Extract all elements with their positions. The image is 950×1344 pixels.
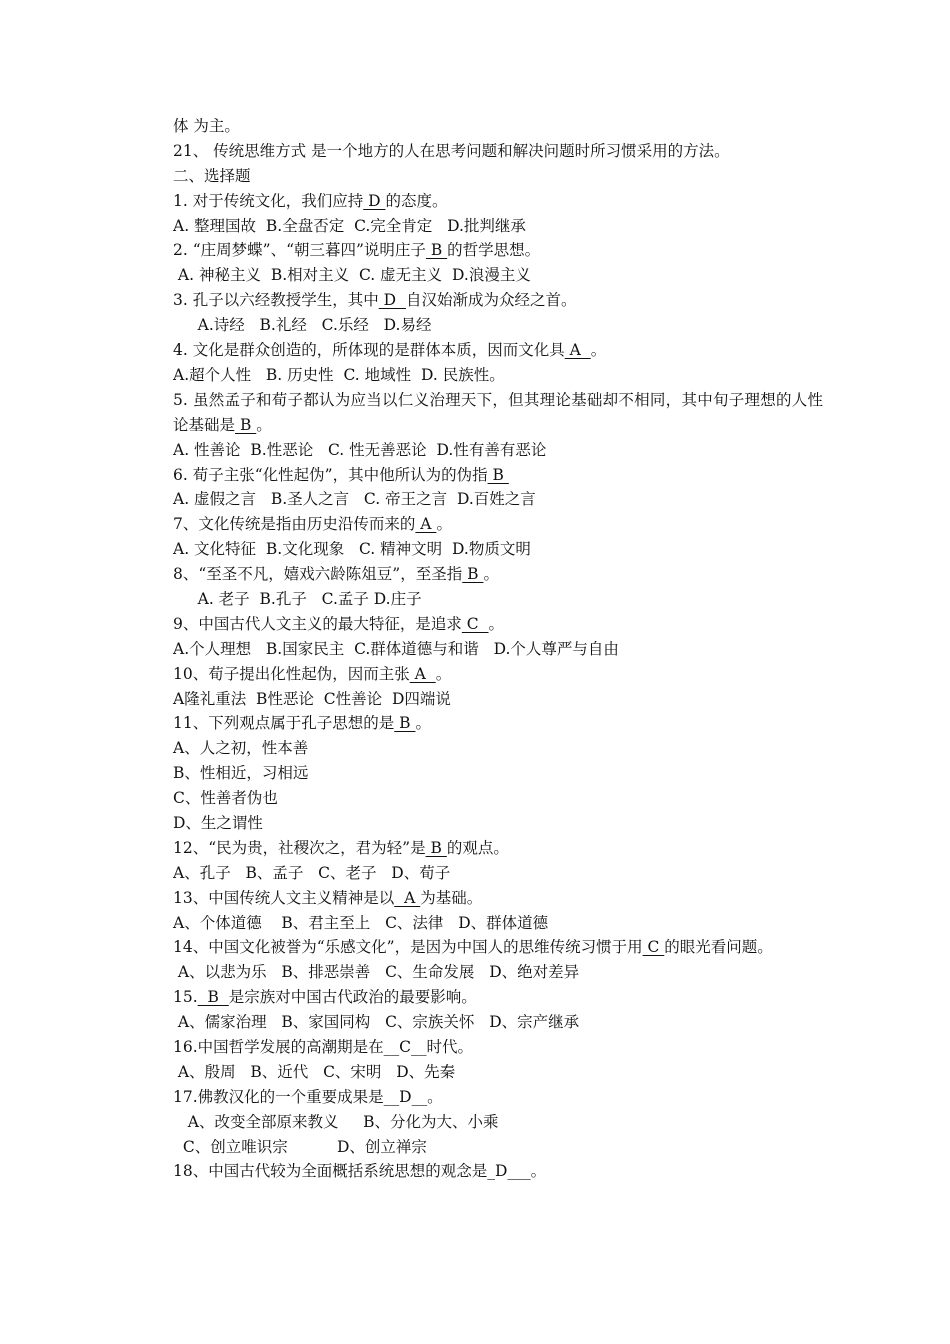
answer-options: A隆礼重法 B性恶论 C性善论 D四端说: [173, 689, 451, 708]
answer-options: A、个体道德 B、君主至上 C、法律 D、群体道德: [173, 913, 549, 932]
answer-options: A.个人理想 B.国家民主 C.群体道德与和谐 D.个人尊严与自由: [173, 639, 619, 658]
answer-blank: D: [363, 191, 386, 210]
question-text: 。: [436, 515, 452, 534]
question-text: 的眼光看问题。: [664, 938, 773, 957]
section-heading: 二、选择题: [173, 166, 251, 185]
answer-blank: B: [425, 838, 447, 857]
answer-blank: B: [425, 241, 448, 260]
answer-options: A.诗经 B.礼经 C.乐经 D.易经: [173, 316, 432, 335]
answer-blank: A: [409, 664, 436, 683]
answer-options: A.超个人性 B. 历史性 C. 地域性 D. 民族性。: [173, 365, 505, 384]
question-stem: [173, 189, 823, 214]
answer-blank: B: [462, 565, 484, 584]
question-text: 5. 虽然孟子和荀子都认为应当以仁义治理天下，但其理论基础却不相同，其中旬子理想的人性论基础是: [173, 390, 823, 434]
question-stem: [173, 388, 823, 438]
question-stem: [173, 463, 823, 488]
question-text: 4. 文化是群众创造的，所体现的是群体本质，因而文化具: [173, 341, 565, 360]
text-line: 体 为主。: [173, 117, 240, 135]
question-text: 8、“至圣不凡，嬉戏六龄陈俎豆”，至圣指: [173, 565, 463, 584]
answer-options: A. 整理国故 B.全盘否定 C.完全肯定 D.批判继承: [173, 216, 526, 235]
question-text: 。: [435, 664, 452, 683]
question-text: 。: [415, 714, 431, 733]
question-list: [173, 189, 823, 1185]
question-stem: [173, 338, 823, 363]
answer-options: A、孔子 B、孟子 C、老子 D、荀子: [173, 863, 451, 882]
question-stem: [173, 836, 823, 861]
question-stem: [173, 612, 823, 637]
question-stem: [173, 886, 823, 911]
question-text: 10、荀子提出化性起伪，因而主张: [173, 664, 410, 683]
answer-options: B、性相近，习相远: [173, 764, 309, 783]
question-text: 14、中国文化被誉为“乐感文化”，是因为中国人的思维传统习惯于用: [173, 938, 643, 957]
answer-blank: B: [487, 465, 509, 484]
question-stem: [173, 662, 823, 687]
question-stem: [173, 935, 823, 960]
answer-blank: D: [378, 291, 406, 310]
text-line: 21、 传统思维方式 是一个地方的人在思考问题和解决问题时所习惯采用的方法。: [173, 141, 730, 160]
answer-blank: A: [415, 515, 437, 534]
question-text: 为基础。: [420, 888, 483, 907]
question-text: 。: [488, 614, 505, 633]
question-stem: [173, 1085, 823, 1110]
question-text: 9、中国古代人文主义的最大特征，是追求: [173, 614, 462, 633]
answer-options: D、生之谓性: [173, 813, 263, 832]
question-text: 自汉始渐成为众经之首。: [405, 291, 577, 310]
answer-blank: B: [394, 714, 416, 733]
answer-options: A. 虚假之言 B.圣人之言 C. 帝王之言 D.百姓之言: [173, 490, 536, 509]
answer-options: A. 老子 B.孔子 C.孟子 D.庄子: [173, 589, 422, 608]
answer-options: A、改变全部原来教义 B、分化为大、小乘: [173, 1112, 499, 1131]
answer-blank: C: [642, 938, 665, 957]
question-text: 15.: [173, 988, 198, 1007]
question-text: 的哲学思想。: [447, 241, 541, 260]
answer-blank: B: [235, 415, 257, 434]
question-stem: [173, 1035, 823, 1060]
question-text: 6. 荀子主张“化性起伪”，其中他所认为的伪指: [173, 465, 488, 484]
question-text: 3. 孔子以六经教授学生，其中: [173, 291, 379, 310]
answer-options: C、性善者伪也: [173, 789, 278, 808]
question-stem: [173, 238, 823, 263]
question-stem: [173, 288, 823, 313]
answer-options: A、以悲为乐 B、排恶崇善 C、生命发展 D、绝对差异: [173, 963, 580, 982]
question-text: 12、“民为贵，社稷次之，君为轻”是: [173, 838, 426, 857]
question-stem: [173, 985, 823, 1010]
answer-options: A、殷周 B、近代 C、宋明 D、先秦: [173, 1062, 456, 1081]
question-text: 11、下列观点属于孔子思想的是: [173, 714, 395, 733]
question-stem: [173, 562, 823, 587]
answer-options: A、人之初，性本善: [173, 739, 309, 758]
answer-options: A. 神秘主义 B.相对主义 C. 虚无主义 D.浪漫主义: [173, 266, 531, 285]
question-text: 。: [483, 565, 499, 584]
answer-blank: A: [394, 888, 421, 907]
answer-blank: A: [564, 341, 591, 360]
answer-options: A. 文化特征 B.文化现象 C. 精神文明 D.物质文明: [173, 540, 531, 559]
question-stem: [173, 1159, 823, 1184]
question-text: 18、中国古代较为全面概括系统思想的观念是_D___。: [173, 1162, 547, 1181]
question-text: 1. 对于传统文化，我们应持: [173, 191, 364, 210]
question-text: 16.中国哲学发展的高潮期是在__C__时代。: [173, 1038, 474, 1056]
question-text: 2. “庄周梦蝶”、“朝三暮四”说明庄子: [173, 241, 426, 260]
question-text: 是宗族对中国古代政治的最要影响。: [228, 988, 477, 1007]
answer-options: A、儒家治理 B、家国同构 C、宗族关怀 D、宗产继承: [173, 1013, 580, 1032]
question-text: 7、文化传统是指由历史沿传而来的: [173, 515, 416, 534]
answer-options: C、创立唯识宗 D、创立禅宗: [173, 1137, 427, 1156]
answer-options: A. 性善论 B.性恶论 C. 性无善恶论 D.性有善有恶论: [173, 440, 547, 459]
question-stem: [173, 711, 823, 736]
question-text: 。: [256, 415, 272, 434]
answer-blank: C: [461, 614, 489, 633]
answer-blank: B: [197, 988, 229, 1007]
question-text: 。: [590, 341, 607, 360]
question-text: 17.佛教汉化的一个重要成果是__D__。: [173, 1087, 443, 1106]
question-text: 13、中国传统人文主义精神是以: [173, 888, 395, 907]
question-text: 的观点。: [446, 838, 509, 857]
question-text: 的态度。: [385, 191, 448, 210]
document-page: [173, 114, 823, 1184]
question-stem: [173, 512, 823, 537]
